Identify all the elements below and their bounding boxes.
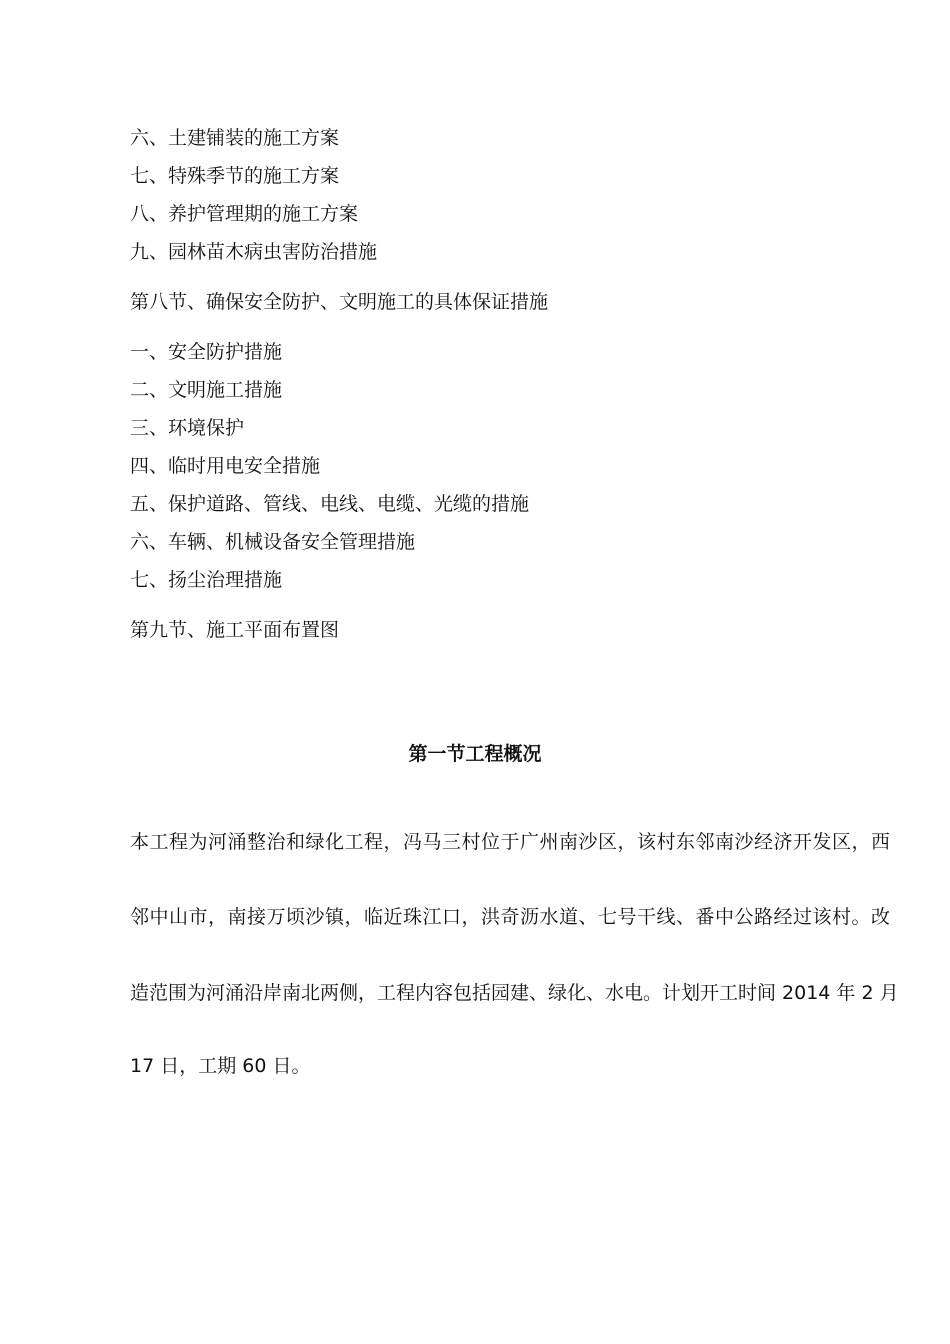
toc-item: 二、文明施工措施 [130,379,283,401]
toc-section-heading: 第八节、确保安全防护、文明施工的具体保证措施 [130,291,549,313]
toc-item: 四、临时用电安全措施 [130,455,321,477]
paragraph-line: 本工程为河涌整治和绿化工程，冯马三村位于广州南沙区，该村东邻南沙经济开发区，西 [130,831,890,853]
toc-item: 八、养护管理期的施工方案 [130,203,359,225]
toc-item: 一、安全防护措施 [130,341,283,363]
toc-section-heading: 第九节、施工平面布置图 [130,619,340,641]
paragraph-line: 造范围为河涌沿岸南北两侧，工程内容包括园建、绿化、水电。计划开工时间 2014 年 2 月 [130,982,899,1004]
toc-item: 九、园林苗木病虫害防治措施 [130,241,378,263]
toc-item: 五、保护道路、管线、电线、电缆、光缆的措施 [130,493,530,515]
toc-item: 三、环境保护 [130,417,245,439]
toc-item: 七、特殊季节的施工方案 [130,165,340,187]
paragraph-line: 邻中山市，南接万顷沙镇，临近珠江口，洪奇沥水道、七号干线、番中公路经过该村。改 [130,906,890,928]
paragraph-line: 17 日，工期 60 日。 [130,1055,311,1077]
toc-item: 七、扬尘治理措施 [130,569,283,591]
section-title: 第一节工程概况 [408,743,542,765]
toc-item: 六、车辆、机械设备安全管理措施 [130,531,416,553]
toc-item: 六、土建铺装的施工方案 [130,127,340,149]
